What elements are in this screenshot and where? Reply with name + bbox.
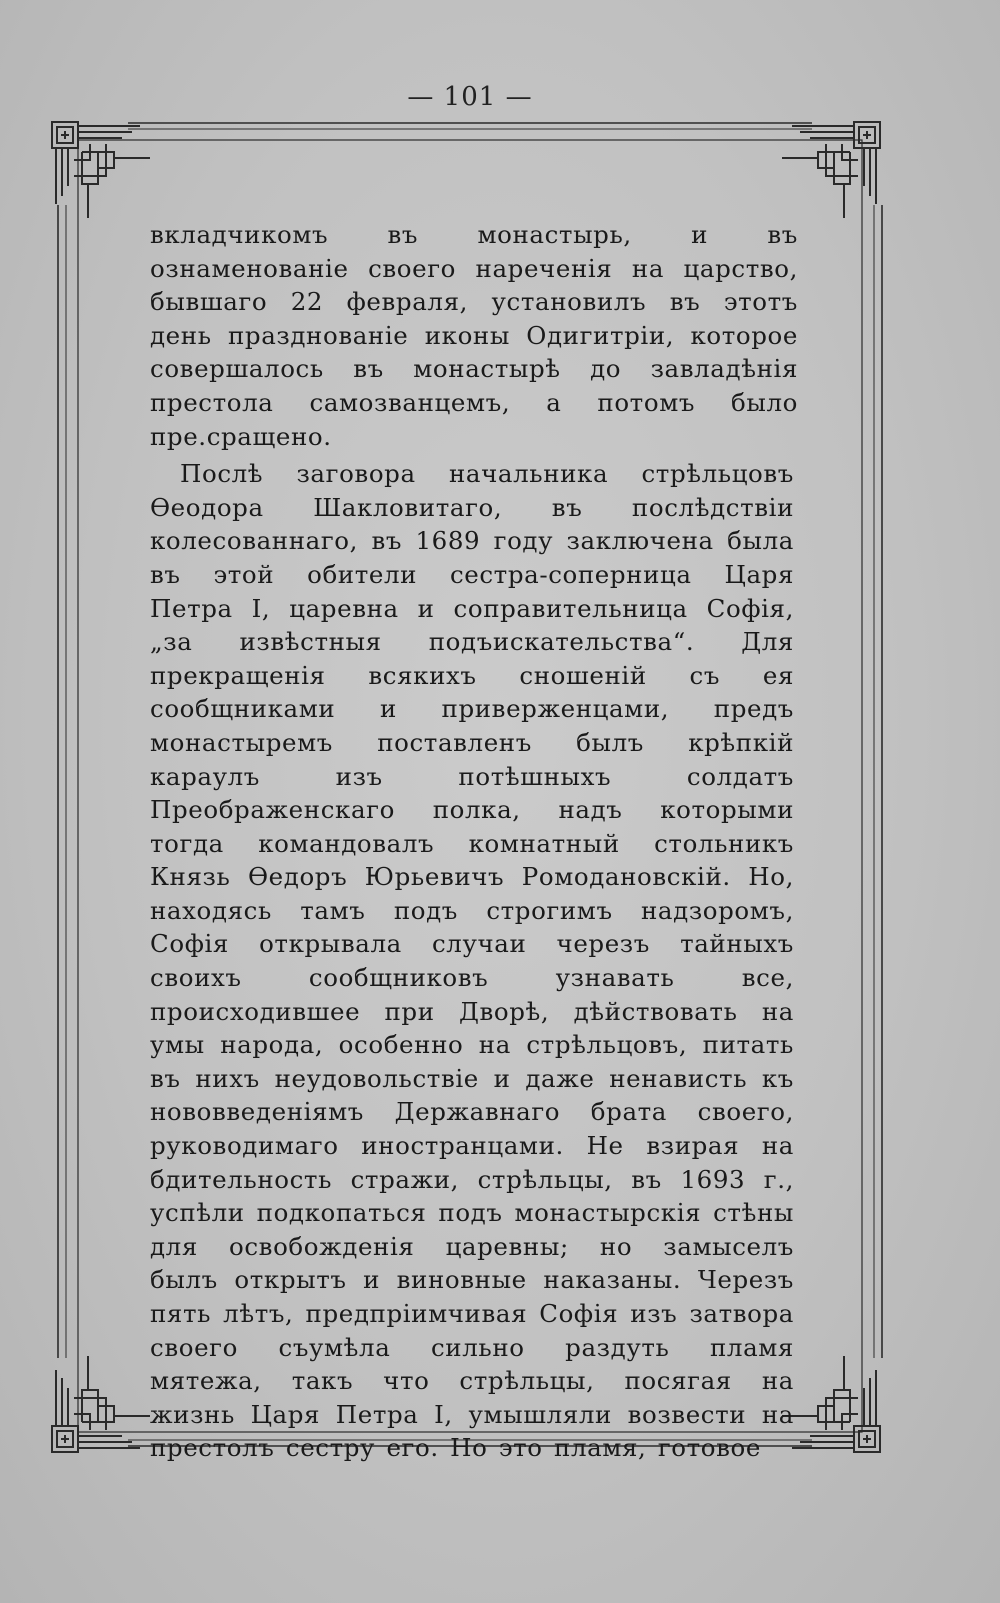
page-number: — 101 — <box>407 82 533 112</box>
corner-ornament-top-right <box>782 122 880 218</box>
paragraph-1: вкладчикомъ въ монастырь, и въ ознаменованіе своего нареченія на царство, бывшаго 22 февраля, установилъ въ этотъ день празднованіе иконы Одигитріи, которое совершалось въ монастырѣ до завладѣнія престола самозванцемъ, а потомъ было пре.сращено. <box>150 220 798 451</box>
corner-ornament-top-left <box>52 122 150 218</box>
body-text <box>150 218 798 1465</box>
corner-ornament-bottom-left <box>52 1356 150 1452</box>
paragraph-2: Послѣ заговора начальника стрѣльцовъ Өеодора Шакловитаго, въ послѣдствіи колесованнаго, въ 1689 году заключена была въ этой обители сестра-соперница Царя Петра I, царевна и соправительница Софія, „за извѣстныя подъискательства“. Для прекращенія всякихъ сношеній съ ея сообщниками и приверженцами, предъ монастыремъ поставленъ былъ крѣпкій караулъ изъ потѣшныхъ солдатъ Преображенскаго полка, надъ которыми тогда командовалъ комнатный стольникъ Князь Өедоръ Юрьевичъ Ромодановскій. Но, находясь тамъ подъ строгимъ надзоромъ, Софія открывала случаи черезъ тайныхъ своихъ сообщниковъ узнавать все, происходившее при Дворѣ, дѣйствовать на умы народа, особенно на стрѣльцовъ, питать въ нихъ неудовольствіе и даже ненависть къ нововведеніямъ Державнаго брата своего, руководимаго иностранцами. Не взирая на бдительность стражи, стрѣльцы, въ 1693 г., успѣли подкопаться подъ монастырскія стѣны для освобожденія царевны; но замыселъ былъ открытъ и виновные наказаны. Черезъ пять лѣтъ, предпріимчивая Софія изъ затвора своего съумѣла сильно раздуть пламя мятежа, такъ что стрѣльцы, посягая на жизнь Царя Петра I, умышляли возвести на престолъ сестру его. Но это пламя, готовое <box>150 459 794 1463</box>
